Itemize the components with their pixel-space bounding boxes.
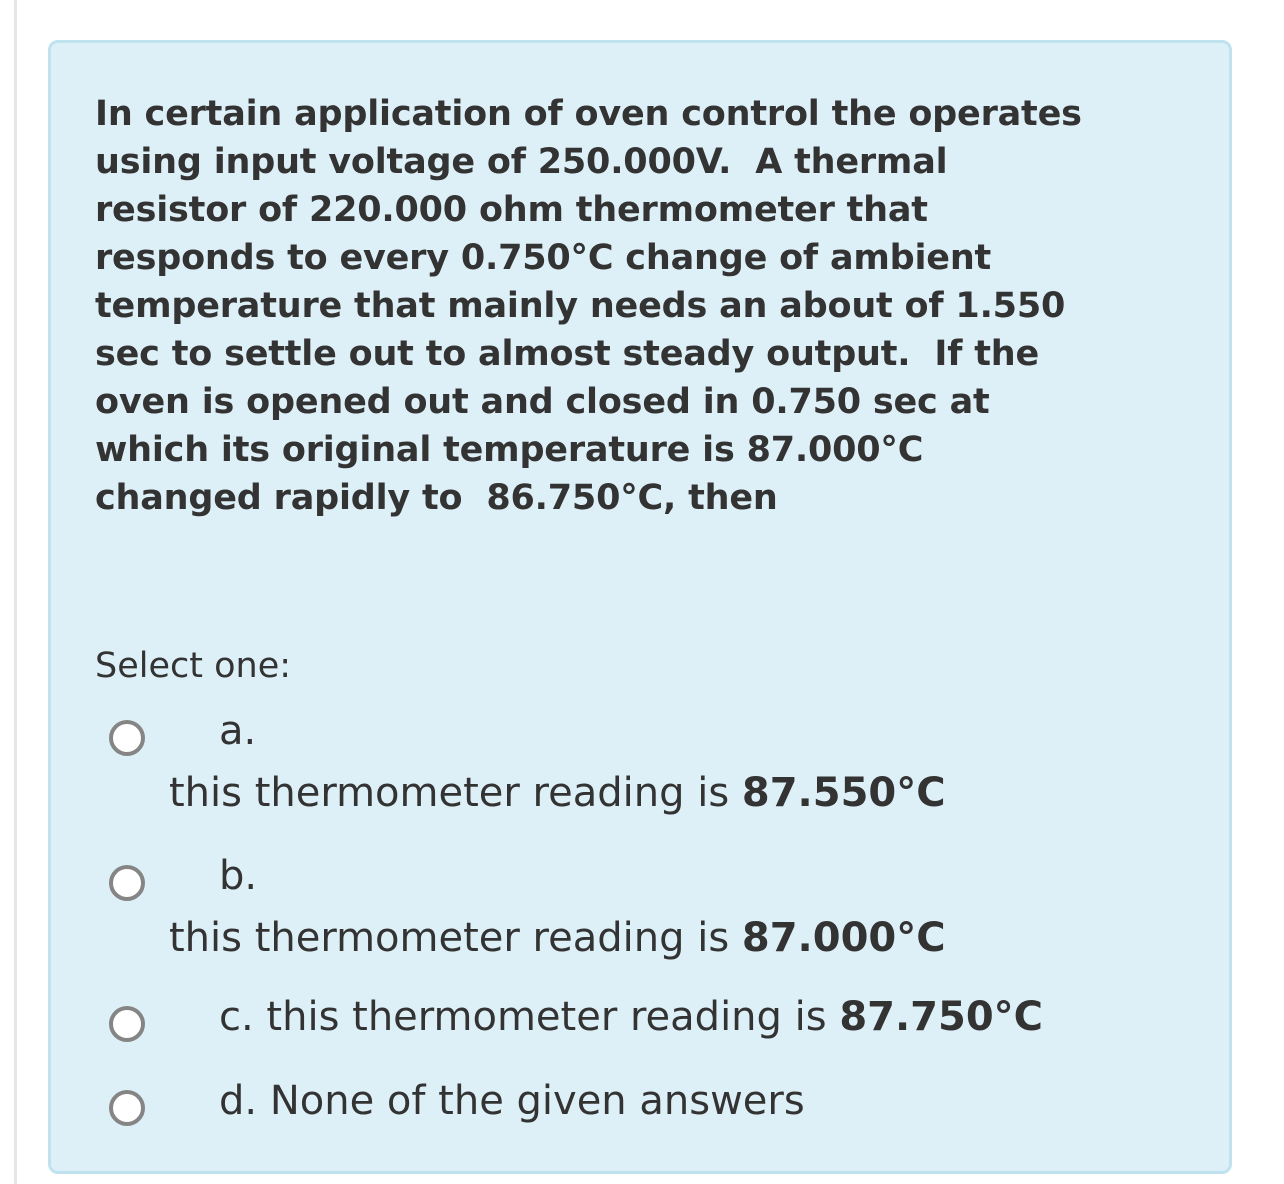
question-card (48, 40, 1232, 1174)
option-d-label: None of the given answers (257, 1078, 805, 1124)
option-a-value: 87.550°C (741, 770, 946, 816)
option-b-text (169, 914, 946, 962)
question-line: changed rapidly to 86.750°C, then (95, 478, 778, 518)
question-line: oven is opened out and closed in 0.750 sec at (95, 382, 990, 422)
question-line: temperature that mainly needs an about of 1.550 (95, 286, 1066, 326)
option-a-radio[interactable] (109, 720, 145, 756)
option-c-radio[interactable] (109, 1006, 145, 1042)
option-b-label: this thermometer reading is (169, 915, 742, 961)
option-c-text (219, 993, 1043, 1041)
question-line: resistor of 220.000 ohm thermometer that (95, 190, 928, 230)
question-line: responds to every 0.750°C change of ambient (95, 238, 992, 278)
option-a-text (169, 769, 946, 817)
option-a-label: this thermometer reading is (169, 770, 742, 816)
question-text (95, 90, 1155, 522)
select-one-prompt: Select one: (95, 646, 292, 686)
page-left-rule (14, 0, 17, 1184)
question-line: sec to settle out to almost steady output. If the (95, 334, 1039, 374)
option-d-radio[interactable] (109, 1090, 145, 1126)
option-d-letter: d. (219, 1078, 258, 1124)
question-line: which its original temperature is 87.000°C (95, 430, 924, 470)
question-line: using input voltage of 250.000V. A thermal (95, 142, 948, 182)
option-b-letter: b. (219, 853, 258, 899)
option-b-value: 87.000°C (741, 915, 946, 961)
option-b-radio[interactable] (109, 865, 145, 901)
option-d-text (219, 1077, 805, 1125)
option-c-label: this thermometer reading is (253, 994, 840, 1040)
option-c-letter: c. (219, 994, 254, 1040)
option-c-value: 87.750°C (839, 994, 1044, 1040)
question-line: In certain application of oven control the operates (95, 94, 1082, 134)
option-a-letter: a. (219, 708, 257, 754)
